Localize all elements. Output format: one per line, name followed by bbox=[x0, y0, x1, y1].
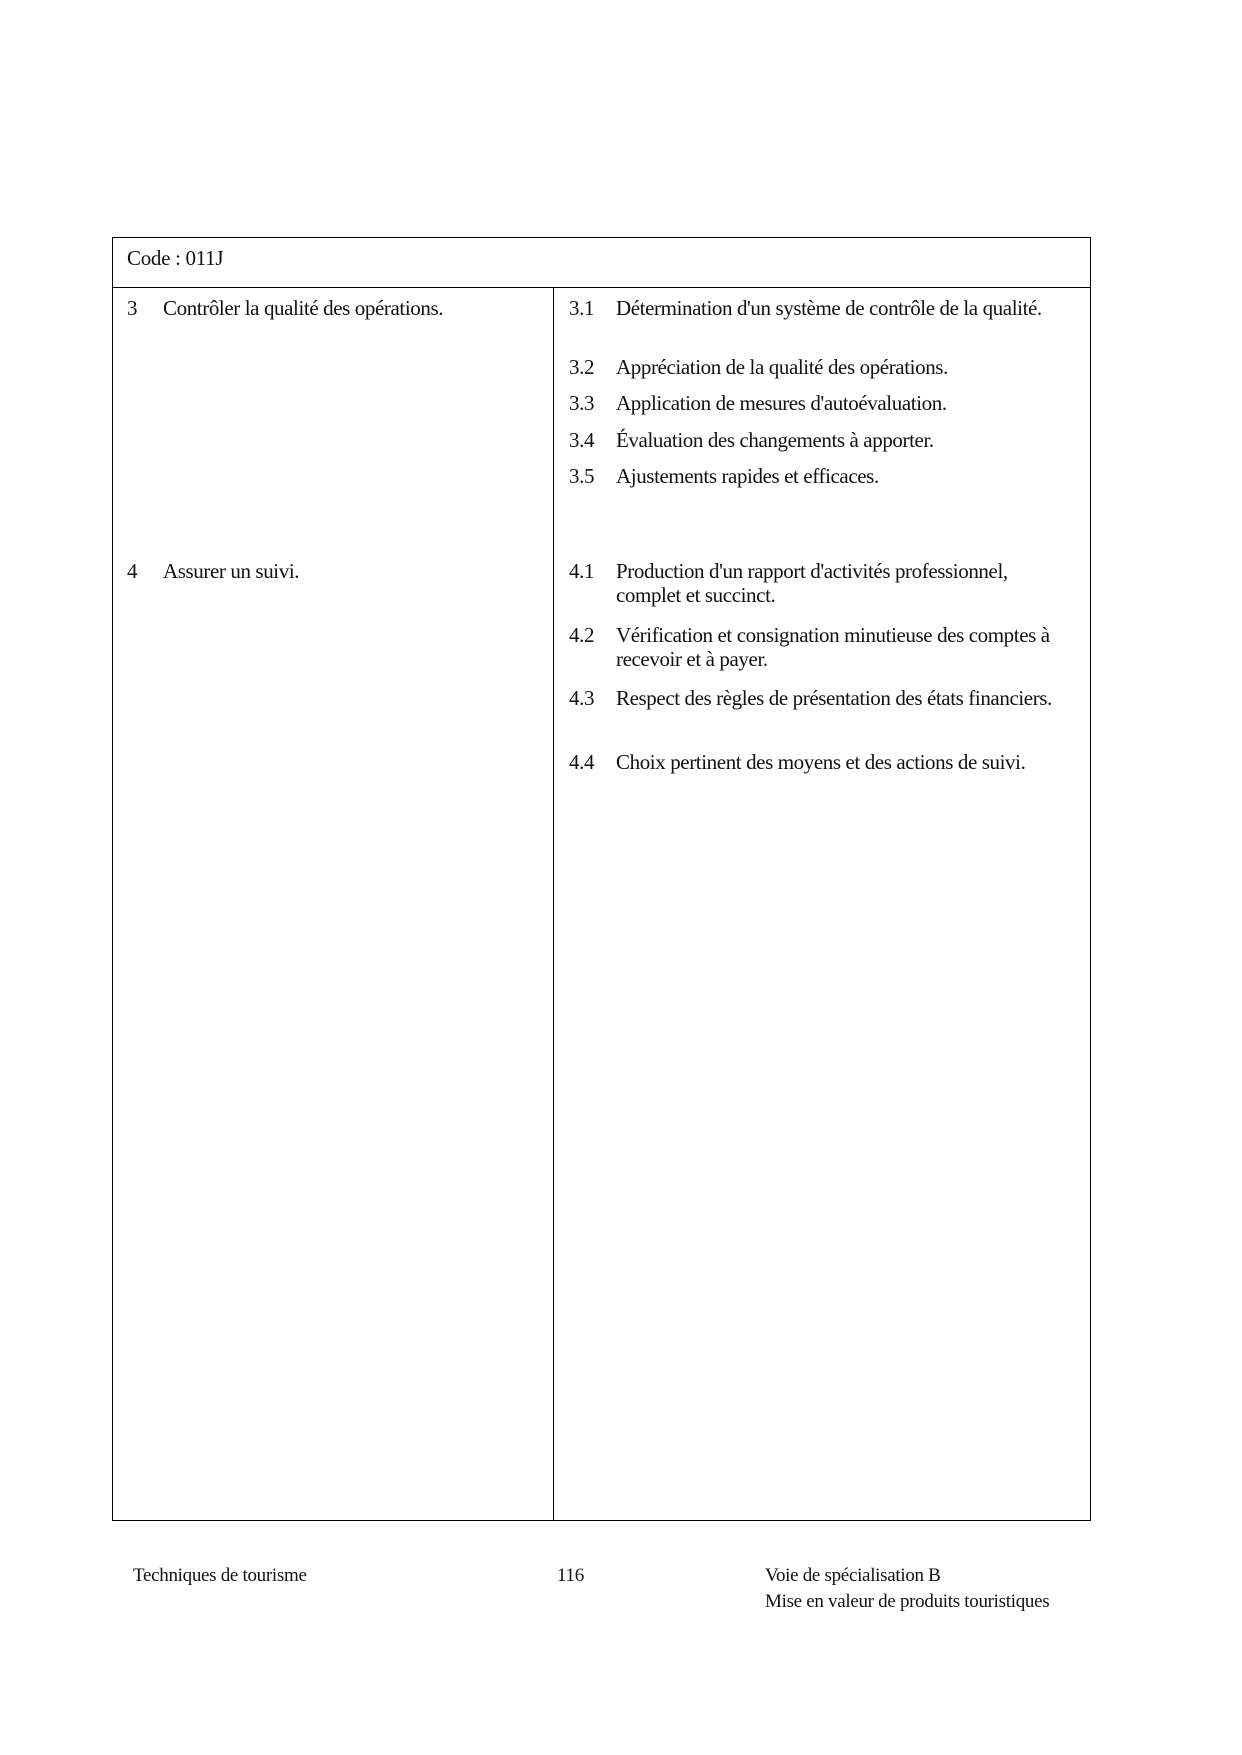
objective-label: Contrôler la qualité des opérations. bbox=[163, 296, 444, 320]
criterion-number: 3.2 bbox=[569, 355, 595, 379]
objective-number: 3 bbox=[127, 296, 138, 320]
criterion-number: 4.2 bbox=[569, 623, 595, 647]
page-number: 116 bbox=[557, 1565, 584, 1586]
criterion-number: 3.4 bbox=[569, 428, 595, 452]
criterion-text: Vérification et consignation minutieuse des comptes à recevoir et à payer. bbox=[616, 623, 1050, 671]
criterion-number: 4.3 bbox=[569, 686, 595, 710]
footer-specialization-subtitle: Mise en valeur de produits touristiques bbox=[765, 1591, 1050, 1612]
criterion-number: 3.1 bbox=[569, 296, 595, 320]
criterion-text: Appréciation de la qualité des opérations. bbox=[616, 355, 948, 379]
criterion-number: 3.3 bbox=[569, 391, 595, 415]
criterion-text: Application de mesures d'autoévaluation. bbox=[616, 391, 947, 415]
criterion-text: Détermination d'un système de contrôle de la qualité. bbox=[616, 296, 1042, 320]
criterion-text: Production d'un rapport d'activités professionnel, complet et succinct. bbox=[616, 559, 1008, 607]
code-label: Code : 011J bbox=[127, 246, 224, 270]
criterion-text: Respect des règles de présentation des états financiers. bbox=[616, 686, 1052, 710]
criterion-number: 4.1 bbox=[569, 559, 595, 583]
code-header-row bbox=[113, 238, 1090, 288]
criterion-text: Évaluation des changements à apporter. bbox=[616, 428, 934, 452]
criterion-text: Ajustements rapides et efficaces. bbox=[616, 464, 879, 488]
objective-number: 4 bbox=[127, 559, 138, 583]
criterion-number: 3.5 bbox=[569, 464, 595, 488]
criterion-text: Choix pertinent des moyens et des actions de suivi. bbox=[616, 750, 1026, 774]
competency-table bbox=[112, 237, 1091, 1521]
criterion-number: 4.4 bbox=[569, 750, 595, 774]
column-divider bbox=[553, 288, 554, 1520]
footer-specialization: Voie de spécialisation B bbox=[765, 1565, 941, 1586]
objective-label: Assurer un suivi. bbox=[163, 559, 300, 583]
footer-program-title: Techniques de tourisme bbox=[133, 1565, 307, 1586]
